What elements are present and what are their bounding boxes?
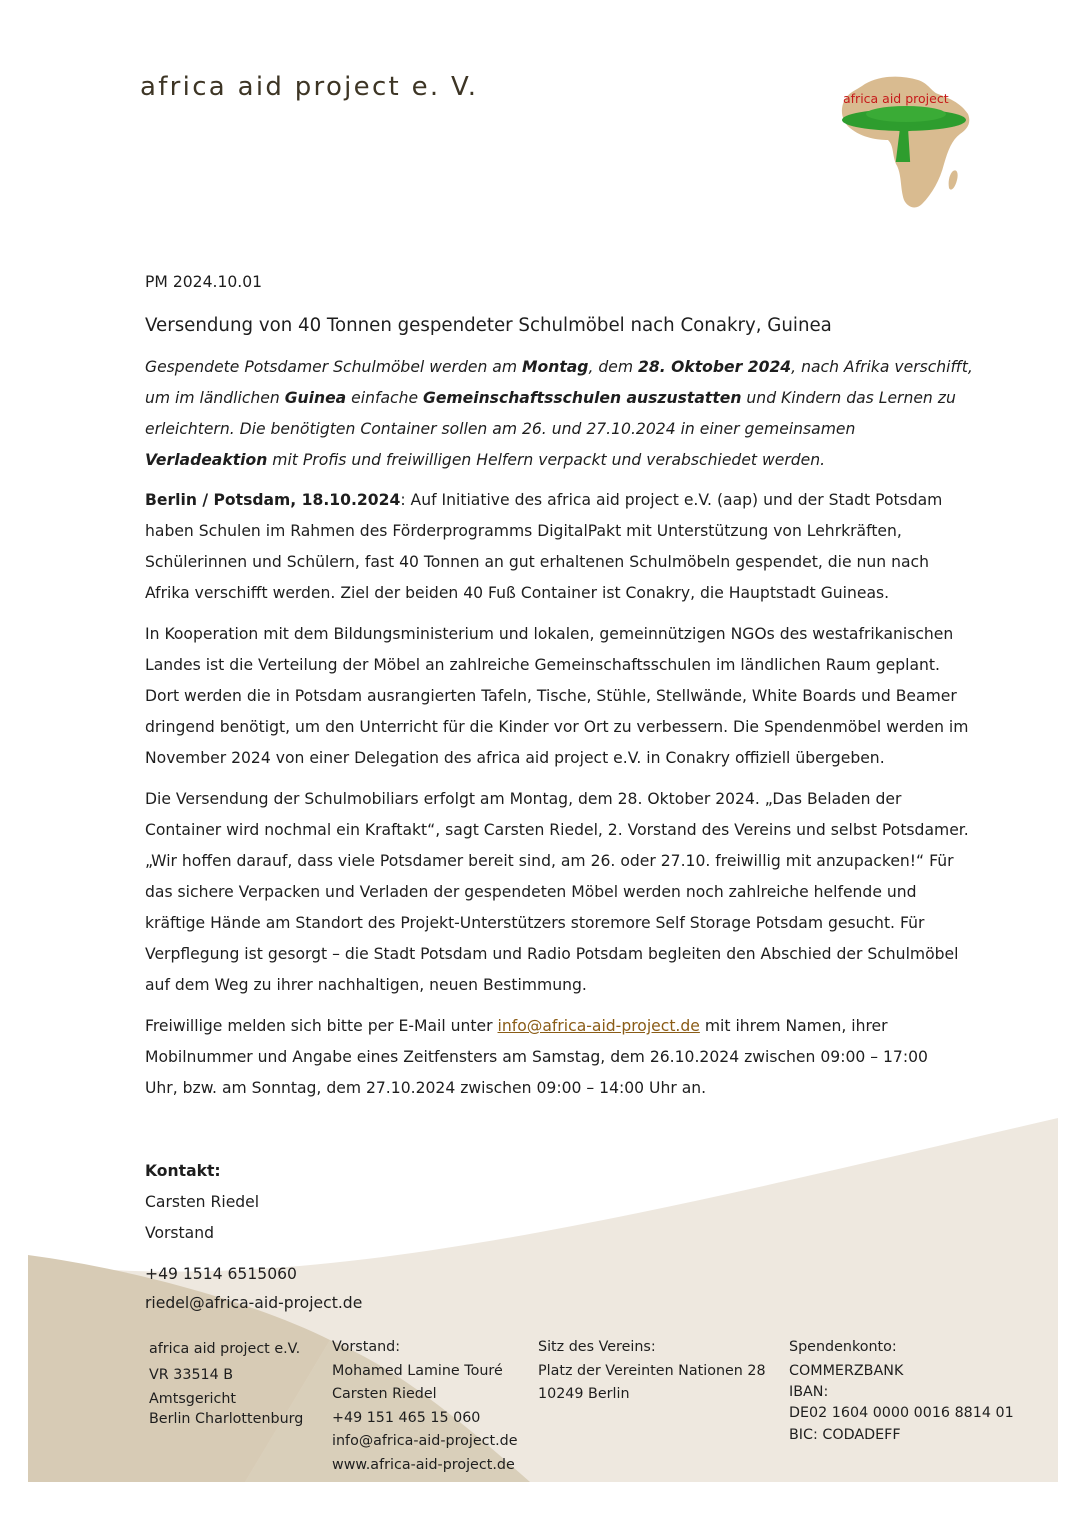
paragraph-line: Container wird nochmal ein Kraftakt“, sagt Carsten Riedel, 2. Vorstand des Vereins und selbst Potsdamer. xyxy=(145,821,969,839)
footer-line: Vorstand: xyxy=(332,1339,401,1355)
footer-line: DE02 1604 0000 0016 8814 01 xyxy=(789,1405,1014,1421)
madagascar-shape xyxy=(949,170,958,189)
paragraph-line: Schülerinnen und Schülern, fast 40 Tonnen an gut erhaltenen Schulmöbeln gespendet, die nun nach xyxy=(145,553,930,571)
contact-role: Vorstand xyxy=(145,1224,214,1242)
contact-heading: Kontakt: xyxy=(145,1162,221,1180)
footer-line: Berlin Charlottenburg xyxy=(149,1411,304,1427)
paragraph-line: haben Schulen im Rahmen des Förderprogramms DigitalPakt mit Unterstützung von Lehrkräften, xyxy=(145,522,902,540)
footer-bank xyxy=(789,1336,1014,1448)
footer-line: info@africa-aid-project.de xyxy=(332,1433,518,1449)
footer-line: Amtsgericht xyxy=(149,1391,237,1407)
paragraph-line: Freiwillige melden sich bitte per E-Mail unter info@africa-aid-project.de mit ihrem Namen, ihrer xyxy=(145,1017,888,1035)
lead-line: Verladeaktion mit Profis und freiwilligen Helfern verpackt und verabschiedet werden. xyxy=(145,451,826,469)
footer-line: Platz der Vereinten Nationen 28 xyxy=(538,1362,766,1379)
dateline: Berlin / Potsdam, 18.10.2024 xyxy=(145,491,401,509)
contact-email: riedel@africa-aid-project.de xyxy=(145,1294,363,1312)
paragraph-line: Uhr, bzw. am Sonntag, dem 27.10.2024 zwischen 09:00 – 14:00 Uhr an. xyxy=(145,1079,707,1097)
footer-line: Sitz des Vereins: xyxy=(538,1339,656,1355)
paragraph-line: In Kooperation mit dem Bildungsministerium und lokalen, gemeinnützigen NGOs des westafrikanischen xyxy=(145,625,954,643)
footer-board xyxy=(332,1336,518,1477)
paragraph-line: November 2024 von einer Delegation des africa aid project e.V. in Conakry offiziell übergeben. xyxy=(145,749,885,767)
footer-line: africa aid project e.V. xyxy=(149,1341,301,1357)
paragraph-line: auf dem Weg zu ihrer nachhaltigen, neuen Bestimmung. xyxy=(145,976,587,994)
paragraph-line: Landes ist die Verteilung der Möbel an zahlreiche Gemeinschaftsschulen im ländlichen Raum geplant. xyxy=(145,656,940,674)
contact-phone: +49 1514 6515060 xyxy=(145,1265,297,1283)
paragraph-line: Verpflegung ist gesorgt – die Stadt Potsdam und Radio Potsdam begleiten den Abschied der Schulmöbel xyxy=(145,945,959,963)
lead-line: um im ländlichen Guinea einfache Gemeinschaftsschulen auszustatten und Kindern das Lernen zu xyxy=(145,389,956,407)
footer-line: VR 33514 B xyxy=(149,1367,234,1383)
paragraph-line: kräftige Hände am Standort des Projekt-Unterstützers storemore Self Storage Potsdam gesucht. Für xyxy=(145,914,925,932)
paragraph-line: das sichere Verpacken und Verladen der gespendeten Möbel werden noch zahlreiche helfende und xyxy=(145,883,917,901)
volunteer-email-link[interactable]: info@africa-aid-project.de xyxy=(497,1017,700,1035)
paragraph-line: Afrika verschifft werden. Ziel der beiden 40 Fuß Container ist Conakry, die Hauptstadt Guineas. xyxy=(145,584,890,602)
paragraph-line: Die Versendung der Schulmobiliars erfolgt am Montag, dem 28. Oktober 2024. „Das Beladen der xyxy=(145,790,902,808)
headline: Versendung von 40 Tonnen gespendeter Schulmöbel nach Conakry, Guinea xyxy=(145,315,832,336)
paragraph-line: Dort werden die in Potsdam ausrangierten Tafeln, Tische, Stühle, Stellwände, White Boards und Beamer xyxy=(145,687,957,705)
footer-line: 10249 Berlin xyxy=(538,1386,630,1402)
paragraph-volunteers xyxy=(145,1011,985,1104)
lead-paragraph xyxy=(145,352,985,476)
footer-line: www.africa-aid-project.de xyxy=(332,1456,515,1473)
footer-address xyxy=(538,1336,766,1407)
organization-name: africa aid project e. V. xyxy=(140,72,479,102)
footer-line: Carsten Riedel xyxy=(332,1386,437,1402)
contact-block xyxy=(145,1156,362,1316)
footer-line: COMMERZBANK xyxy=(789,1362,904,1379)
contact-name: Carsten Riedel xyxy=(145,1193,260,1211)
paragraph-shipping xyxy=(145,784,985,1001)
paragraph-line: „Wir hoffen darauf, dass viele Potsdamer bereit sind, am 26. oder 27.10. freiwillig mit anzupacken!“ Für xyxy=(145,852,954,870)
press-release-body xyxy=(145,268,985,1114)
paragraph-line: Berlin / Potsdam, 18.10.2024: Auf Initiative des africa aid project e.V. (aap) und der Stadt Potsdam xyxy=(145,491,943,509)
footer-line: BIC: CODADEFF xyxy=(789,1427,901,1443)
footer-line: Spendenkonto: xyxy=(789,1339,897,1355)
footer-line: Mohamed Lamine Touré xyxy=(332,1362,503,1379)
tree-canopy-top xyxy=(866,106,946,122)
footer-line: IBAN: xyxy=(789,1384,829,1400)
logo-text: africa aid project xyxy=(843,91,949,106)
paragraph-initiative xyxy=(145,485,985,609)
footer-line: +49 151 465 15 060 xyxy=(332,1409,481,1426)
footer-registration xyxy=(149,1336,303,1428)
lead-line: erleichtern. Die benötigten Container sollen am 26. und 27.10.2024 in einer gemeinsamen xyxy=(145,420,856,438)
paragraph-line: dringend benötigt, um den Unterricht für die Kinder vor Ort zu verbessern. Die Spendenmöbel werden im xyxy=(145,718,969,736)
paragraph-line: Mobilnummer und Angabe eines Zeitfensters am Samstag, dem 26.10.2024 zwischen 09:00 – 17:00 xyxy=(145,1048,928,1066)
lead-line: Gespendete Potsdamer Schulmöbel werden am Montag, dem 28. Oktober 2024, nach Afrika verschifft, xyxy=(145,358,973,376)
press-release-number: PM 2024.10.01 xyxy=(145,273,263,291)
paragraph-cooperation xyxy=(145,619,985,774)
